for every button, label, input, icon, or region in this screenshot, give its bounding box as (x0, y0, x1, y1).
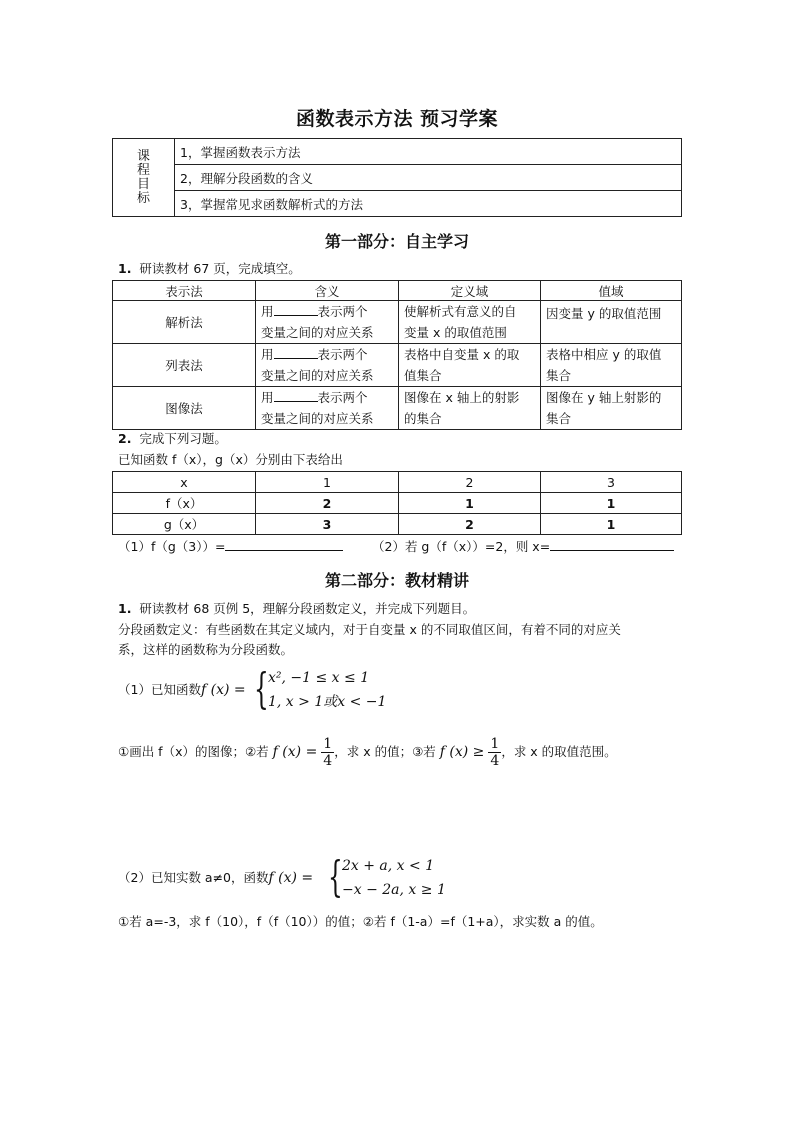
brace-symbol: { (254, 664, 269, 713)
header-domain: 定义域 (399, 281, 541, 301)
meaning-text: 表示两个 (317, 390, 368, 405)
objective-item: 3，掌握常见求函数解析式的方法 (175, 191, 682, 217)
table-cell: f（x） (113, 493, 256, 514)
table-cell: 3 (256, 514, 399, 535)
range-cell (541, 387, 682, 430)
question-number: 2. (118, 431, 132, 446)
problem-text: ①画出 f（x）的图像；②若 (118, 744, 269, 759)
sub-question-text: （1）f（g（3））= (118, 539, 226, 554)
definition-line: 系，这样的函数称为分段函数。 (118, 642, 294, 657)
part1-title: 第一部分：自主学习 (324, 232, 469, 251)
fill-blank[interactable] (274, 389, 318, 402)
question-number: 1. (118, 261, 132, 276)
definition-line: 分段函数定义：有些函数在其定义域内，对于自变量 x 的不同取值区间，有着不同的对应关 (118, 622, 621, 637)
method-name: 列表法 (113, 344, 256, 387)
table-cell: 2 (399, 514, 541, 535)
table-cell: g（x） (113, 514, 256, 535)
range-text: 因变量 y 的取值范围 (546, 306, 662, 321)
case-line: x², −1 ≤ x ≤ 1 (268, 670, 370, 686)
methods-table (112, 280, 682, 430)
meaning-text: 表示两个 (317, 304, 368, 319)
domain-text: 值集合 (404, 368, 442, 383)
meaning-cell (256, 387, 399, 430)
question-text: 完成下列习题。 (139, 431, 227, 446)
problem-text: （2）已知实数 a≠0，函数 (118, 870, 269, 885)
page-title: 函数表示方法 预习学案 (295, 108, 499, 130)
problem-text: ，求 x 的取值范围。 (501, 744, 617, 759)
problem1-tasks (118, 732, 617, 772)
range-cell (541, 301, 682, 344)
meaning-text: 变量之间的对应关系 (261, 411, 374, 426)
question-number: 1. (118, 601, 132, 616)
part2-q1 (118, 599, 475, 619)
problem2-prefix (118, 868, 313, 888)
domain-text: 的集合 (404, 411, 442, 426)
meaning-text: 变量之间的对应关系 (261, 368, 374, 383)
fraction-denominator: 4 (323, 753, 333, 769)
header-meaning: 含义 (256, 281, 399, 301)
meaning-text: 用 (261, 347, 274, 362)
part2-title: 第二部分：教材精讲 (324, 571, 469, 590)
method-name: 图像法 (113, 387, 256, 430)
part1-q2-given: 已知函数 f（x），g（x）分别由下表给出 (118, 452, 343, 467)
part1-q2-sub2 (372, 537, 674, 557)
fraction-numerator: 1 (490, 736, 500, 752)
fill-blank[interactable] (274, 303, 318, 316)
meaning-text: 变量之间的对应关系 (261, 325, 374, 340)
table-row (113, 514, 682, 535)
case-line: −x − 2a, x ≥ 1 (342, 882, 446, 898)
table-row (113, 301, 682, 344)
objective-item: 2，理解分段函数的含义 (175, 165, 682, 191)
part1-q2-sub1 (118, 537, 343, 557)
math-fx: f (x) = (268, 870, 314, 886)
meaning-cell (256, 344, 399, 387)
domain-cell (399, 344, 541, 387)
objective-item: 1，掌握函数表示方法 (175, 139, 682, 165)
question-text: 研读教材 67 页，完成填空。 (139, 261, 301, 276)
objectives-label-char: 标 (136, 190, 150, 206)
part1-q1 (118, 259, 301, 279)
math-fx: f (x) = (200, 682, 246, 698)
table-cell: 2 (256, 493, 399, 514)
table-cell: 1 (399, 493, 541, 514)
domain-text: 图像在 x 轴上的射影 (404, 390, 520, 405)
domain-text: 使解析式有意义的自 (404, 304, 517, 319)
fraction-one-quarter (321, 736, 334, 769)
domain-text: 表格中自变量 x 的取 (404, 347, 520, 362)
range-cell (541, 344, 682, 387)
table-cell: 2 (399, 472, 541, 493)
problem-text: ，求 x 的值；③若 (334, 744, 436, 759)
range-text: 图像在 y 轴上射影的 (546, 390, 662, 405)
range-text: 集合 (546, 411, 572, 426)
meaning-text: 用 (261, 304, 274, 319)
brace-symbol: { (328, 852, 343, 901)
fraction-denominator: 4 (490, 753, 500, 769)
table-cell: x (113, 472, 256, 493)
meaning-cell (256, 301, 399, 344)
case-line: 1, x > 1或x < −1 (268, 694, 387, 710)
table-row (113, 472, 682, 493)
sub-question-text: （2）若 g（f（x））=2，则 x= (372, 539, 551, 554)
domain-cell (399, 387, 541, 430)
objectives-label-char: 程 (136, 162, 150, 178)
fill-blank[interactable] (274, 346, 318, 359)
fraction-numerator: 1 (323, 736, 333, 752)
table-cell: 3 (541, 472, 682, 493)
question-text: 研读教材 68 页例 5，理解分段函数定义，并完成下列题目。 (139, 601, 476, 616)
problem1-prefix (118, 680, 246, 700)
objectives-label-char: 目 (136, 176, 150, 192)
math-fx: f (x) = (272, 744, 318, 760)
answer-blank[interactable] (550, 538, 674, 551)
part1-q2 (118, 429, 227, 449)
table-row (113, 493, 682, 514)
meaning-text: 表示两个 (317, 347, 368, 362)
objectives-label-char: 课 (136, 148, 150, 164)
answer-blank[interactable] (225, 538, 343, 551)
method-name: 解析法 (113, 301, 256, 344)
header-method: 表示法 (113, 281, 256, 301)
meaning-text: 用 (261, 390, 274, 405)
problem2-tasks: ①若 a=-3，求 f（10），f（f（10））的值；②若 f（1-a）=f（1+a），求实数 a 的值。 (118, 914, 603, 929)
range-text: 集合 (546, 368, 572, 383)
header-range: 值域 (541, 281, 682, 301)
table-cell: 1 (541, 514, 682, 535)
case-line: 2x + a, x < 1 (342, 858, 435, 874)
domain-text: 变量 x 的取值范围 (404, 325, 507, 340)
math-fx: f (x) ≥ (439, 744, 485, 760)
domain-cell (399, 301, 541, 344)
fraction-one-quarter (488, 736, 501, 769)
table-row (113, 387, 682, 430)
function-values-table (112, 471, 682, 535)
problem-text: （1）已知函数 (118, 682, 201, 697)
table-cell: 1 (541, 493, 682, 514)
table-row (113, 344, 682, 387)
objectives-table (112, 138, 682, 217)
objectives-label (113, 139, 175, 217)
range-text: 表格中相应 y 的取值 (546, 347, 662, 362)
table-cell: 1 (256, 472, 399, 493)
